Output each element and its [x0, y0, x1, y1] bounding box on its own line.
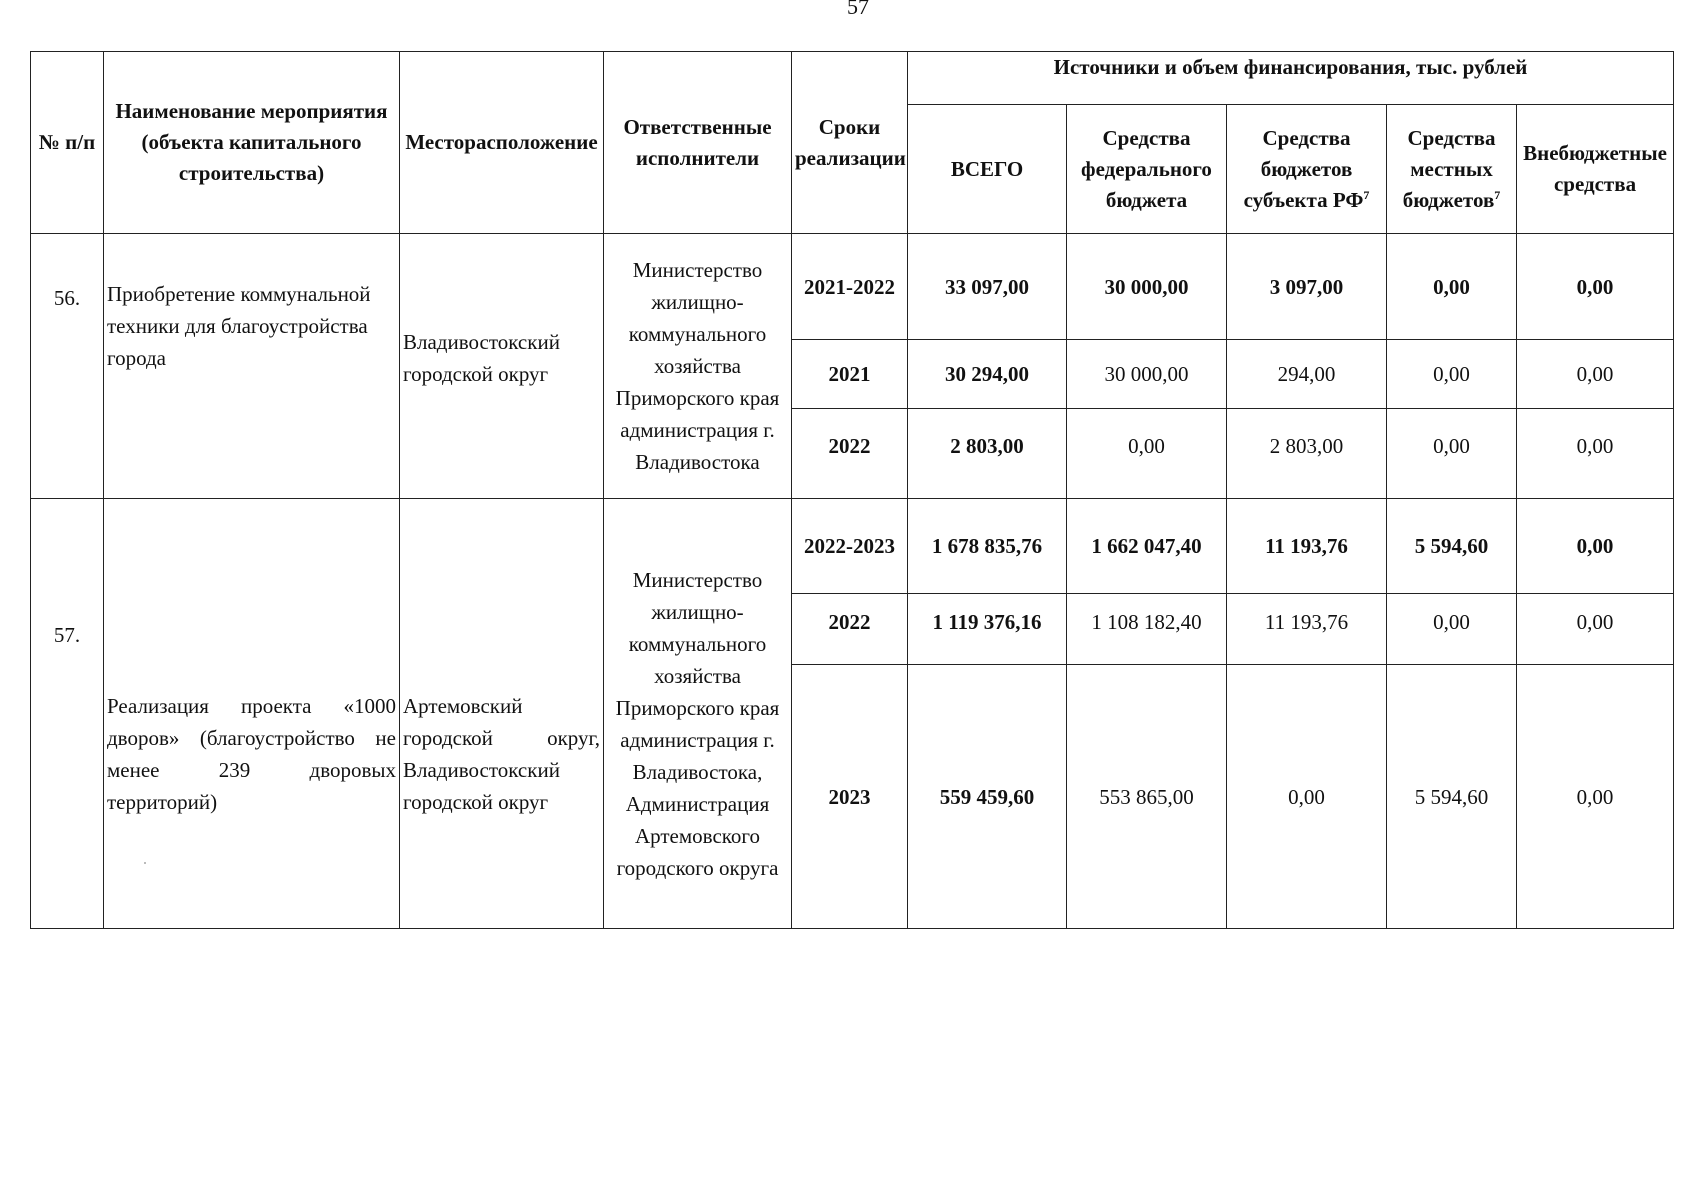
cell-extra: 0,00	[1517, 594, 1674, 665]
cell-federal: 553 865,00	[1067, 665, 1227, 929]
header-period: Сроки реализации	[792, 52, 908, 234]
cell-federal: 1 108 182,40	[1067, 594, 1227, 665]
header-funding-group: Источники и объем финансирования, тыс. рублей	[908, 52, 1674, 105]
cell-extra: 0,00	[1517, 499, 1674, 594]
row-name: Реализация проекта «1000 дворов» (благоустройство не менее 239 дворовых территорий)	[104, 499, 400, 929]
header-location: Месторасположение	[400, 52, 604, 234]
cell-local: 0,00	[1387, 409, 1517, 499]
header-extra: Внебюджетные средства	[1517, 105, 1674, 234]
cell-total: 30 294,00	[908, 340, 1067, 409]
cell-subject: 3 097,00	[1227, 234, 1387, 340]
cell-extra: 0,00	[1517, 234, 1674, 340]
row-executors: Министерство жилищно-коммунального хозяйства Приморского края администрация г. Владивостока, Администрация Артемовского городского округа	[604, 499, 792, 929]
row-number: 56.	[31, 234, 104, 499]
header-num: № п/п	[31, 52, 104, 234]
cell-federal: 30 000,00	[1067, 234, 1227, 340]
table-row	[31, 499, 1674, 594]
header-subject-text: Средства бюджетов субъекта РФ	[1243, 125, 1364, 212]
cell-local: 5 594,60	[1387, 665, 1517, 929]
cell-subject: 11 193,76	[1227, 499, 1387, 594]
cell-federal: 30 000,00	[1067, 340, 1227, 409]
cell-local: 0,00	[1387, 234, 1517, 340]
cell-total: 1 678 835,76	[908, 499, 1067, 594]
cell-local: 0,00	[1387, 340, 1517, 409]
row-location: Артемовский городской округ, Владивостокский городской округ	[400, 499, 604, 929]
row-name: Приобретение коммунальной техники для благоустройства города	[104, 234, 400, 499]
cell-period: 2022	[792, 594, 908, 665]
cell-total: 33 097,00	[908, 234, 1067, 340]
cell-extra: 0,00	[1517, 409, 1674, 499]
cell-extra: 0,00	[1517, 665, 1674, 929]
header-subject-footnote: 7	[1363, 187, 1370, 202]
cell-subject: 294,00	[1227, 340, 1387, 409]
header-subject	[1227, 105, 1387, 234]
header-total: ВСЕГО	[908, 105, 1067, 234]
header-local	[1387, 105, 1517, 234]
cell-federal: 1 662 047,40	[1067, 499, 1227, 594]
cell-extra: 0,00	[1517, 340, 1674, 409]
header-name: Наименование мероприятия (объекта капитального строительства)	[104, 52, 400, 234]
header-local-footnote: 7	[1494, 187, 1501, 202]
page-number: 57	[847, 0, 869, 19]
cell-subject: 2 803,00	[1227, 409, 1387, 499]
cell-total: 559 459,60	[908, 665, 1067, 929]
row-number: 57.	[31, 499, 104, 929]
header-federal: Средства федерального бюджета	[1067, 105, 1227, 234]
cell-period: 2021	[792, 340, 908, 409]
cell-subject: 11 193,76	[1227, 594, 1387, 665]
cell-period: 2023	[792, 665, 908, 929]
cell-local: 5 594,60	[1387, 499, 1517, 594]
scan-speck	[144, 862, 146, 864]
header-executors: Ответственные исполнители	[604, 52, 792, 234]
cell-period: 2021-2022	[792, 234, 908, 340]
header-local-text: Средства местных бюджетов	[1402, 125, 1496, 212]
cell-period: 2022-2023	[792, 499, 908, 594]
cell-total: 2 803,00	[908, 409, 1067, 499]
cell-local: 0,00	[1387, 594, 1517, 665]
cell-federal: 0,00	[1067, 409, 1227, 499]
table-row	[31, 234, 1674, 340]
funding-table	[30, 51, 1674, 929]
row-location: Владивостокский городской округ	[400, 234, 604, 499]
cell-total: 1 119 376,16	[908, 594, 1067, 665]
row-executors: Министерство жилищно-коммунального хозяйства Приморского края администрация г. Владивостока	[604, 234, 792, 499]
cell-subject: 0,00	[1227, 665, 1387, 929]
cell-period: 2022	[792, 409, 908, 499]
